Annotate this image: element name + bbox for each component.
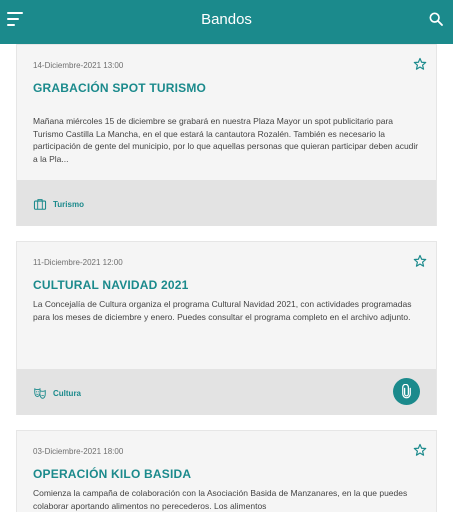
bando-date: 11-Diciembre-2021 12:00 — [33, 258, 123, 267]
category-label: Turismo — [53, 199, 84, 209]
category-tag[interactable] — [33, 197, 84, 211]
page-title: Bandos — [201, 11, 252, 28]
bando-card[interactable] — [16, 241, 437, 415]
bando-card[interactable] — [16, 44, 437, 226]
card-footer — [17, 369, 436, 415]
bando-card[interactable] — [16, 430, 437, 512]
bando-body: La Concejalía de Cultura organiza el programa Cultural Navidad 2021, con actividades programadas para los meses de diciembre y enero. Puedes consultar el programa completo en el archivo adjunto. — [33, 299, 412, 322]
star-icon[interactable] — [413, 254, 427, 268]
bando-title[interactable]: OPERACIÓN KILO BASIDA — [33, 467, 192, 481]
bando-title[interactable]: GRABACIÓN SPOT TURISMO — [33, 81, 207, 95]
app-bar — [0, 0, 453, 44]
bando-date: 14-Diciembre-2021 13:00 — [33, 61, 124, 70]
star-icon[interactable] — [413, 443, 427, 457]
attachment-button[interactable] — [393, 378, 420, 405]
suitcase-icon — [33, 197, 47, 211]
star-icon[interactable] — [413, 57, 427, 71]
bando-body: Comienza la campaña de colaboración con la Asociación Basida de Manzanares, en la que puedes colaborar aportando alimentos no perecederos. Los alimentos — [33, 488, 408, 511]
bando-title[interactable]: CULTURAL NAVIDAD 2021 — [33, 278, 189, 292]
paperclip-icon — [399, 384, 414, 399]
card-footer — [17, 180, 436, 226]
search-icon[interactable] — [428, 11, 444, 27]
category-label: Cultura — [53, 388, 81, 398]
theater-masks-icon — [33, 386, 47, 400]
bando-body: Mañana miércoles 15 de diciembre se grabará en nuestra Plaza Mayor un spot publicitario para Turismo Castilla La Mancha, en el que estará la cantautora Rozalén. También es necesario la participación de gente del municipio, por lo que aquellas personas que quieran participar deben acudir a la Pla... — [33, 116, 419, 164]
bando-date: 03-Diciembre-2021 18:00 — [33, 447, 124, 456]
category-tag[interactable] — [33, 386, 81, 400]
